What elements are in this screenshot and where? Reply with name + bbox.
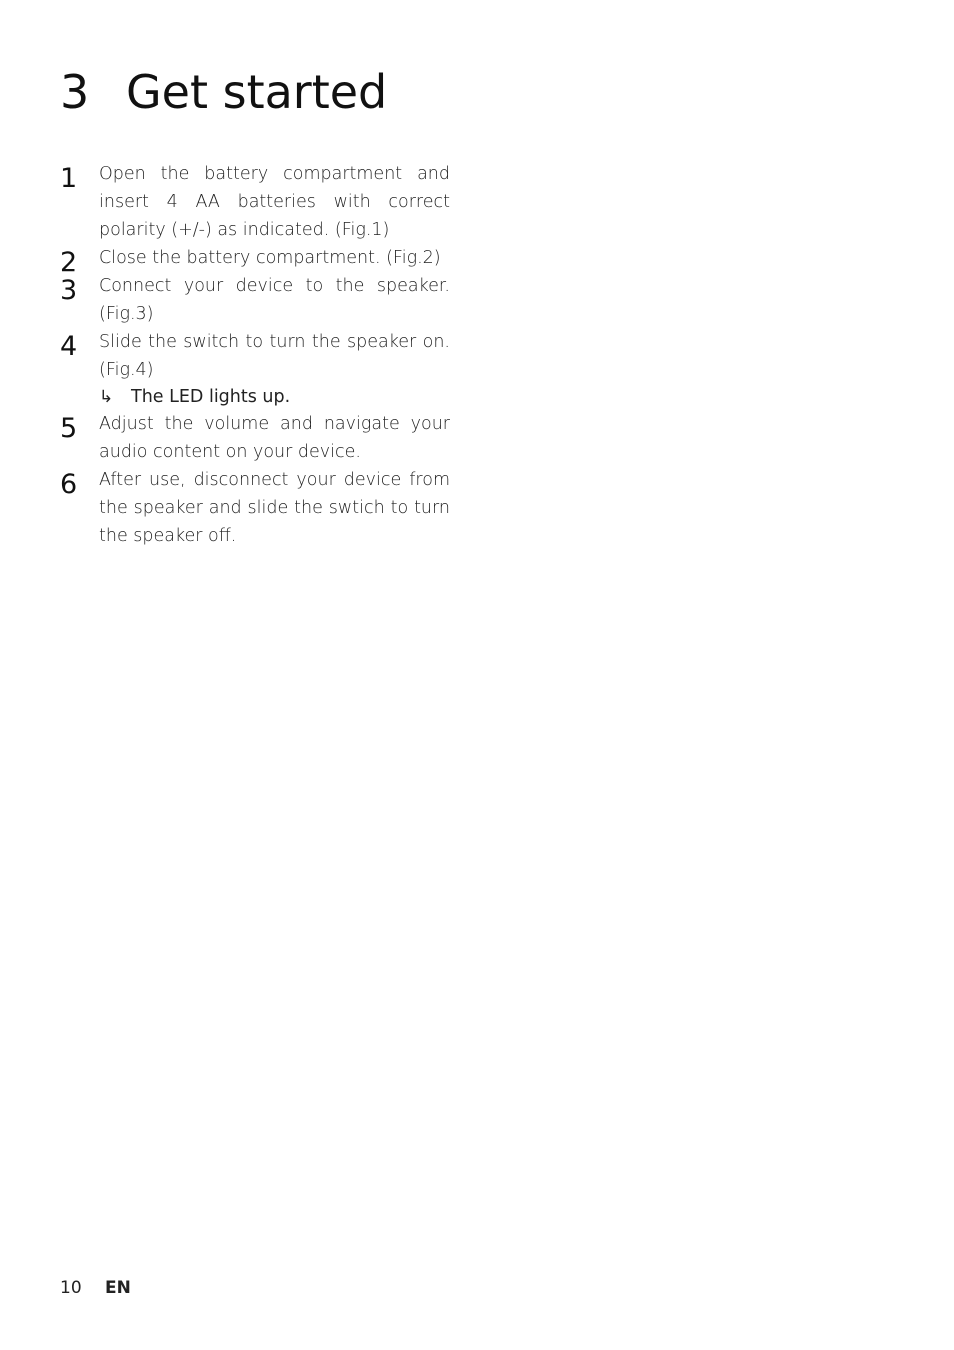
page-footer (60, 1278, 131, 1298)
step-number: 3 (60, 275, 78, 306)
step-item (58, 466, 450, 550)
page-number: 10 (60, 1278, 82, 1298)
arrow-right-hook-icon: ↳ (99, 387, 114, 407)
chapter-heading (60, 62, 387, 122)
step-text: Close the battery compartment. (Fig.2) (99, 248, 441, 268)
step-number: 5 (60, 413, 78, 444)
step-result-text: The LED lights up. (131, 387, 291, 407)
step-item (58, 160, 450, 244)
step-number: 6 (60, 469, 78, 500)
step-text: Connect your device to the speaker. (Fig.3) (99, 276, 450, 324)
step-item (58, 328, 450, 410)
step-number: 4 (60, 331, 78, 362)
chapter-title: Get started (126, 65, 388, 119)
step-text: Adjust the volume and navigate your audio content on your device. (99, 414, 450, 462)
step-item (58, 272, 450, 328)
chapter-number: 3 (60, 65, 90, 119)
step-text: Open the battery compartment and insert 4 AA batteries with correct polarity (+/-) as indicated. (Fig.1) (99, 164, 450, 240)
step-result (99, 384, 450, 410)
step-number: 1 (60, 163, 78, 194)
step-item (58, 244, 450, 278)
language-code: EN (105, 1278, 131, 1298)
step-number: 2 (60, 247, 78, 278)
step-text: After use, disconnect your device from the speaker and slide the swtich to turn the speaker off. (99, 470, 450, 546)
steps-list (58, 160, 450, 550)
step-item (58, 410, 450, 466)
step-text: Slide the switch to turn the speaker on. (Fig.4) (99, 332, 450, 380)
